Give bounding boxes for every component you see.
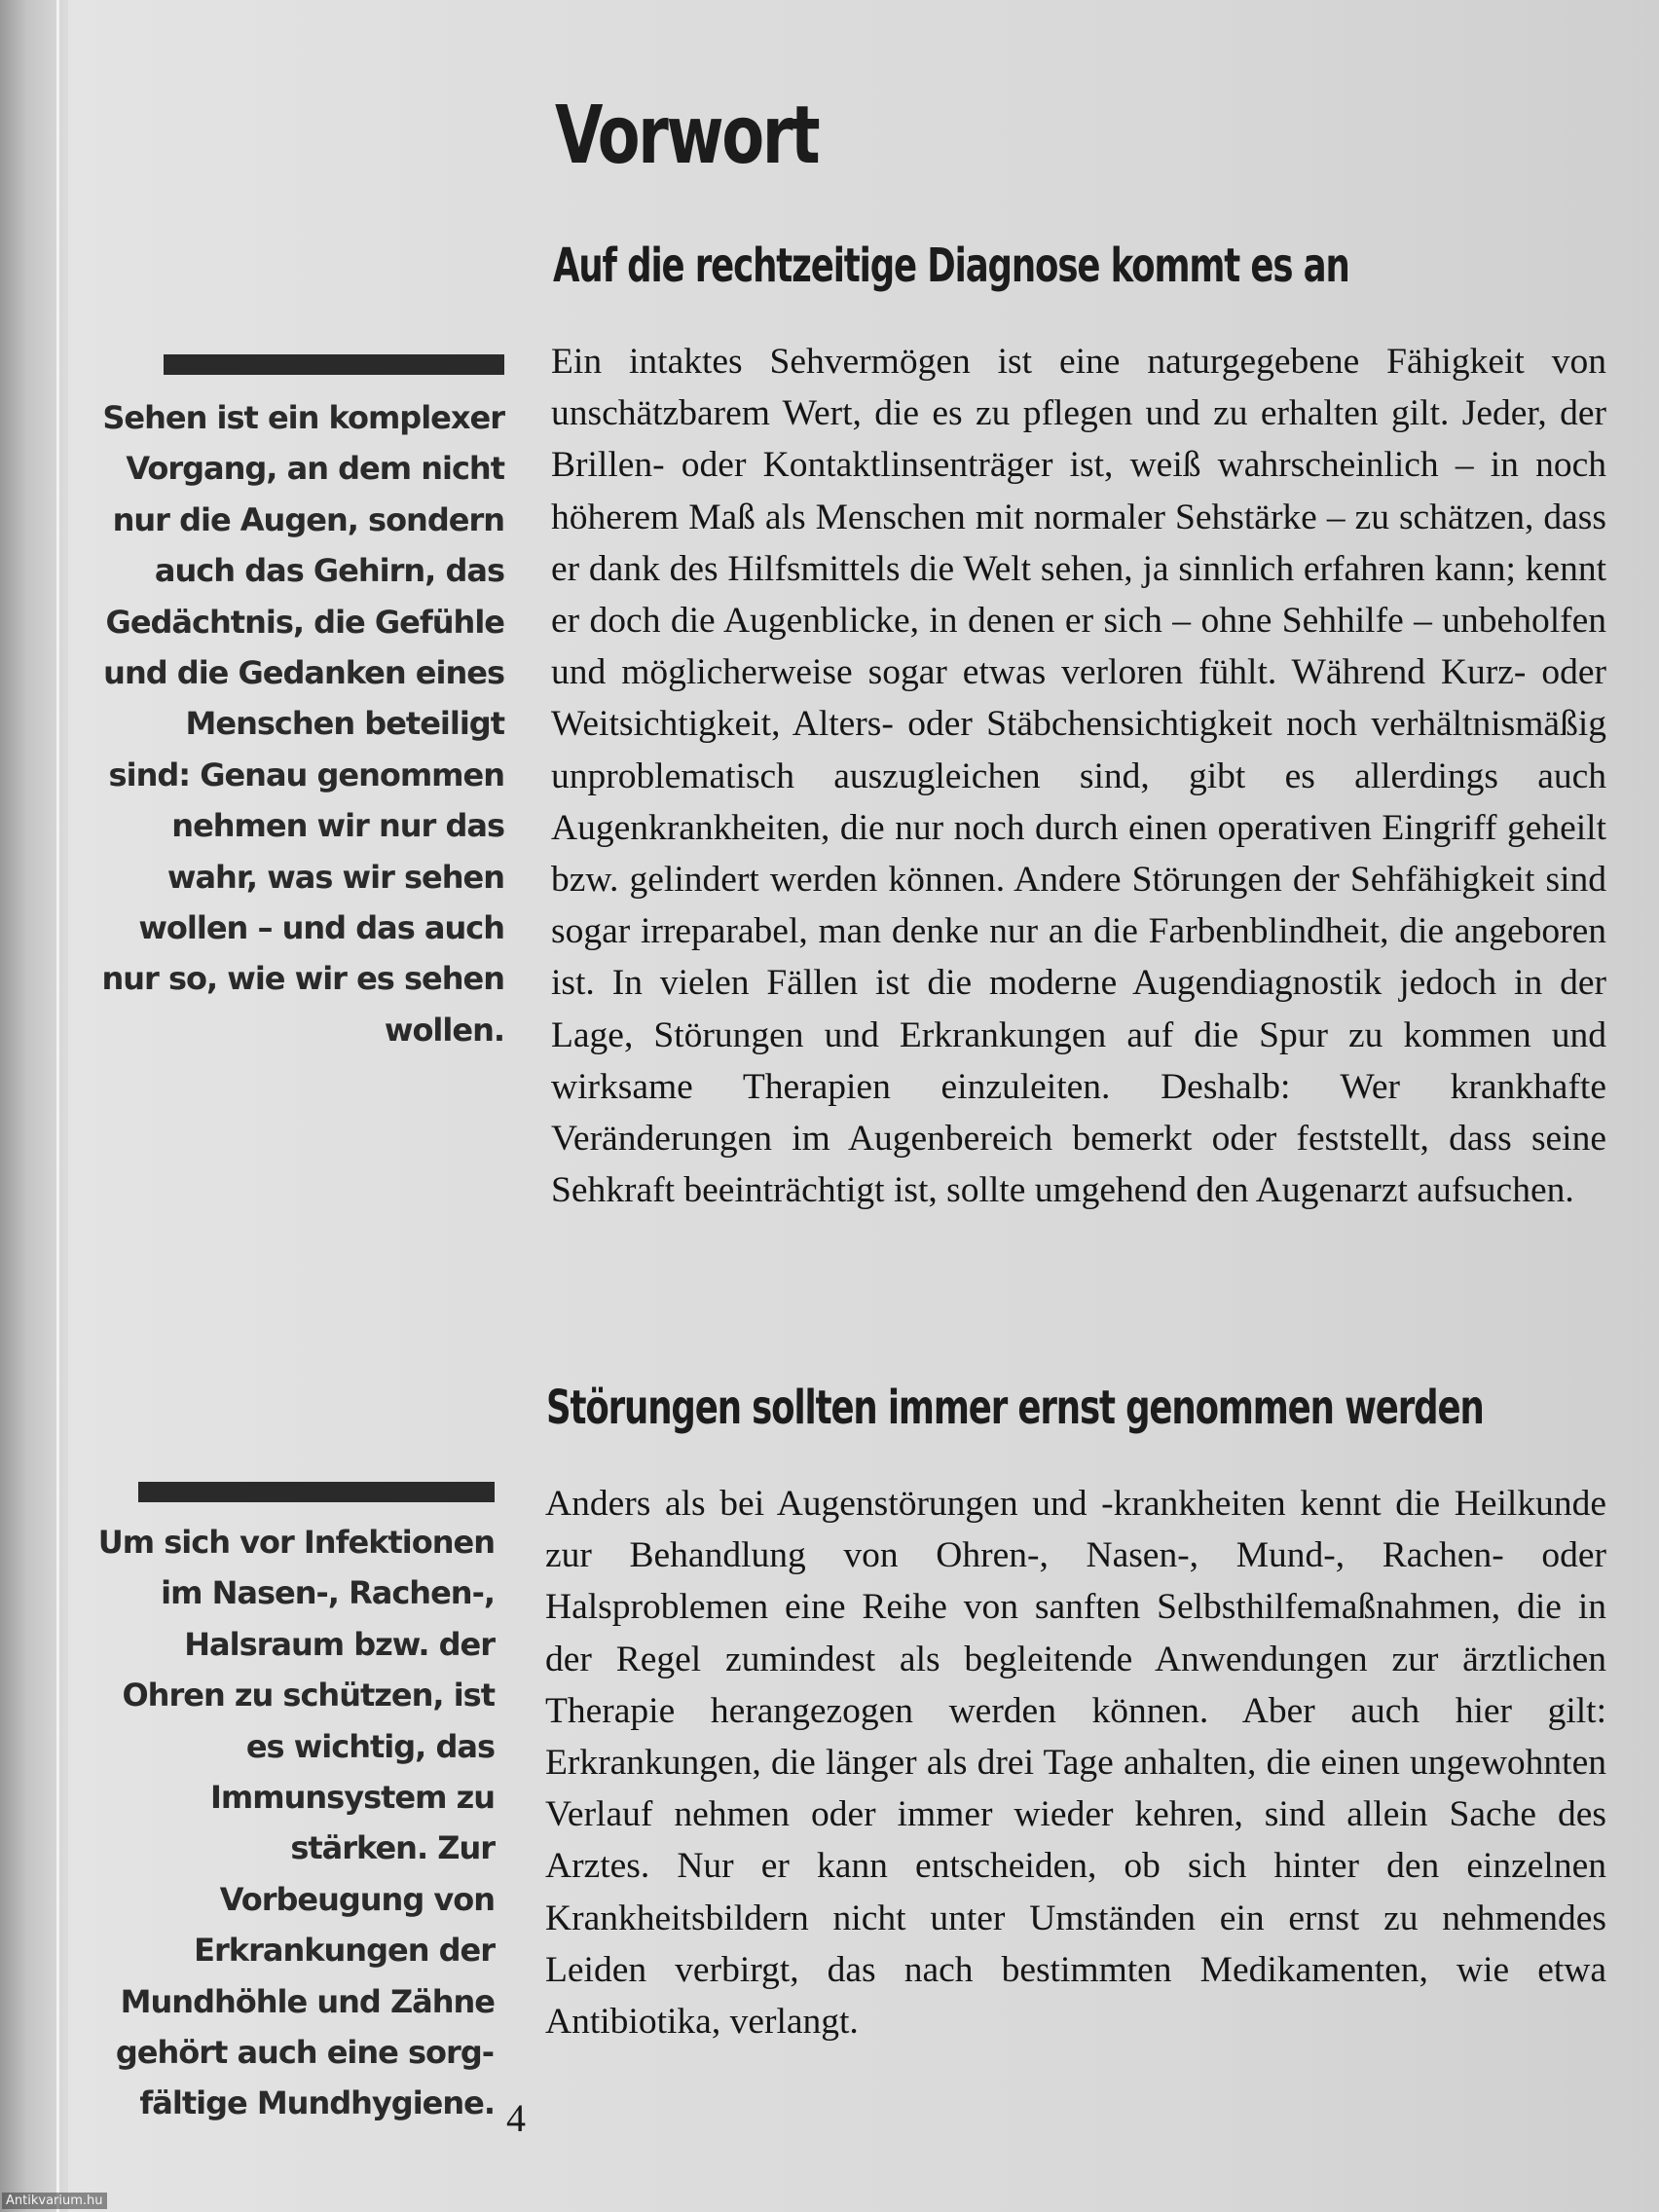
section-body-diagnose: Ein intaktes Sehvermögen ist eine naturgegebene Fähigkeit von unschätzbarem Wert, die es zu pflegen und zu erhalten gilt. Jeder, der Brillen- oder Kontaktlinsenträger ist, weiß wahrscheinlich – in noch höherem Maß als Menschen mit normaler Sehstärke – zu schätzen, dass er dank des Hilfsmittels die Welt sehen, ja sinnlich erfahren kann; kennt er doch die Augenblicke, in denen er sich – ohne Sehhilfe – unbeholfen und möglicherweise sogar etwas verloren fühlt. Während Kurz- oder Weitsichtigkeit, Alters- oder Stäbchensichtigkeit noch verhältnismäßig unproblematisch auszugleichen sind, gibt es allerdings auch Augenkrankheiten, die nur noch durch einen operativen Eingriff geheilt bzw. gelindert werden können. Andere Störungen der Sehfähigkeit sind sogar irreparabel, man denke nur an die Farbenblindheit, die angeboren ist. In vielen Fällen ist die moderne Augendiagnostik jedoch in der Lage, Störungen und Erkrankungen auf die Spur zu kommen und wirksame Therapien einzuleiten. Deshalb: Wer krankhafte Veränderungen im Augenbereich bemerkt oder feststellt, dass seine Sehkraft beeinträchtigt ist, sollte umgehend den Augenarzt aufsuchen. [551, 342, 1606, 1211]
section-heading-diagnose: Auf die rechtzeitige Diagnose kommt es an [553, 239, 1349, 293]
watermark: Antikvarium.hu [2, 2193, 107, 2209]
section-heading-stoerungen: Störungen sollten immer ernst genommen werden [546, 1381, 1484, 1435]
page-number: 4 [506, 2096, 526, 2140]
section-body-stoerungen: Anders als bei Augenstörungen und -krankheiten kennt die Heilkunde zur Behandlung von Ohren-, Nasen-, Mund-, Rachen- oder Halsproblemen eine Reihe von sanften Selbsthilfemaßnahmen, die in der Regel zumindest als begleitende Anwendungen zur ärztlichen Therapie herangezogen werden können. Aber auch hier gilt: Erkrankungen, die länger als drei Tage anhalten, die einen ungewohnten Verlauf nehmen oder immer wieder kehren, sind allein Sache des Arztes. Nur er kann entscheiden, ob sich hinter den einzelnen Krankheitsbildern nicht unter Umständen ein ernst zu nehmendes Leiden verbirgt, das nach bestimmten Medikamenten, wie etwa Antibiotika, verlangt. [545, 1484, 1606, 2043]
sidebar-quote-rule-1 [164, 354, 504, 375]
sidebar-quote-1: Sehen ist ein komplexer Vorgang, an dem nicht nur die Augen, sondern auch das Gehirn, das Gedächtnis, die Gefühle und die Gedanken eines Menschen beteiligt sind: Genau genommen nehmen wir nur das wahr, was wir sehen wollen – und das auch nur so, wie wir es sehen wollen. [101, 399, 504, 1049]
sidebar-quote-2: Um sich vor Infektionen im Nasen-, Rachen-, Halsraum bzw. der Ohren zu schützen, ist es wichtig, das Immunsystem zu stärken. Zur Vorbeugung von Erkrankungen der Mundhöhle und Zähne gehört auch eine sorgfältige Mundhygiene. [97, 1524, 495, 2122]
sidebar-quote-rule-2 [138, 1482, 495, 1502]
page-fold-line [56, 0, 59, 2212]
page-title: Vorwort [555, 90, 819, 182]
